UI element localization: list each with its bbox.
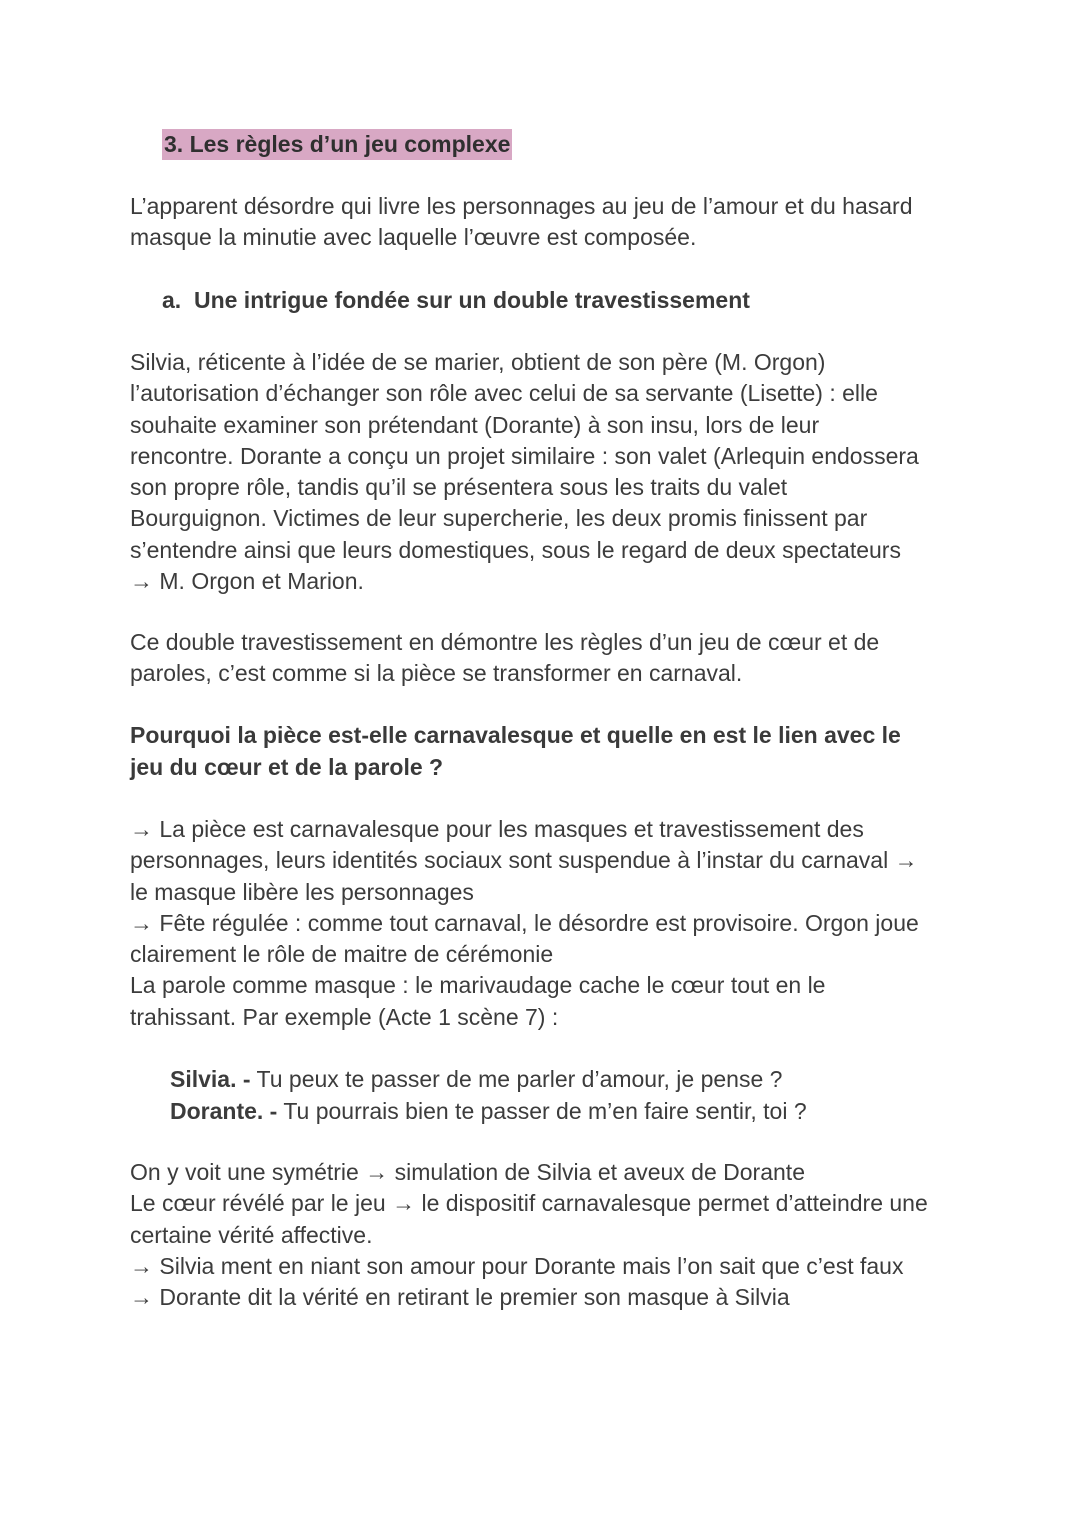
dialogue-line xyxy=(170,1096,807,1128)
plot-line: son propre rôle, tandis qu’il se présentera sous les traits du valet xyxy=(130,474,788,501)
question-heading xyxy=(130,720,901,783)
question-line: Pourquoi la pièce est-elle carnavalesque et quelle en est le lien avec le xyxy=(130,722,901,748)
plot-line: l’autorisation d’échanger son rôle avec celui de sa servante (Lisette) : elle xyxy=(130,380,878,407)
subheading-text: Une intrigue fondée sur un double travestissement xyxy=(193,287,750,313)
conclusion-paragraph xyxy=(130,1157,960,1313)
answer-line: le masque libère les personnages xyxy=(130,878,474,905)
intro-line: L’apparent désordre qui livre les personnages au jeu de l’amour et du hasard xyxy=(130,193,913,219)
plot-line: Bourguignon. Victimes de leur supercherie, les deux promis finissent par xyxy=(130,505,868,532)
plot-line: s’entendre ainsi que leurs domestiques, sous le regard de deux spectateurs xyxy=(130,536,901,563)
conclusion-line: certaine vérité affective. xyxy=(130,1221,373,1248)
intro-paragraph xyxy=(130,191,960,254)
answer-line: trahissant. Par exemple (Acte 1 scène 7) : xyxy=(130,1003,559,1030)
answer-paragraph xyxy=(130,814,960,1033)
dialogue-text: Tu peux te passer de me parler d’amour, je pense ? xyxy=(250,1066,783,1092)
dialogue-quote xyxy=(170,1064,807,1127)
section-title: 3. Les règles d’un jeu complexe xyxy=(162,129,512,160)
conclusion-line: → Dorante dit la vérité en retirant le premier son masque à Silvia xyxy=(130,1284,790,1311)
dialogue-line xyxy=(170,1064,807,1096)
answer-line: personnages, leurs identités sociaux sont suspendue à l’instar du carnaval → xyxy=(130,847,918,874)
conclusion-line: Le cœur révélé par le jeu → le dispositif carnavalesque permet d’atteindre une xyxy=(130,1190,928,1217)
subheading xyxy=(162,285,750,316)
plot-line: Silvia, réticente à l’idée de se marier, obtient de son père (M. Orgon) xyxy=(130,349,826,375)
answer-line: → Fête régulée : comme tout carnaval, le désordre est provisoire. Orgon joue xyxy=(130,909,919,936)
dialogue-text: Tu pourrais bien te passer de m’en faire sentir, toi ? xyxy=(277,1097,807,1124)
speaker-name: Silvia. - xyxy=(170,1066,251,1092)
subheading-marker: a. xyxy=(162,287,182,313)
speaker-name: Dorante. - xyxy=(170,1097,278,1124)
question-line: jeu du cœur et de la parole ? xyxy=(130,753,444,780)
answer-line: clairement le rôle de maitre de cérémonie xyxy=(130,941,554,968)
plot-line: souhaite examiner son prétendant (Dorante) à son insu, lors de leur xyxy=(130,411,820,438)
intro-line: masque la minutie avec laquelle l’œuvre est composée. xyxy=(130,224,697,251)
conclusion-line: On y voit une symétrie → simulation de Silvia et aveux de Dorante xyxy=(130,1159,805,1185)
plot-paragraph xyxy=(130,347,960,597)
plot-line: rencontre. Dorante a conçu un projet similaire : son valet (Arlequin endossera xyxy=(130,442,919,469)
double-travesty-paragraph xyxy=(130,627,960,690)
answer-line: La parole comme masque : le marivaudage cache le cœur tout en le xyxy=(130,972,826,999)
plot-line: → M. Orgon et Marion. xyxy=(130,568,364,595)
conclusion-line: → Silvia ment en niant son amour pour Dorante mais l’on sait que c’est faux xyxy=(130,1252,904,1279)
double-line: Ce double travestissement en démontre les règles d’un jeu de cœur et de xyxy=(130,629,880,655)
double-line: paroles, c’est comme si la pièce se transformer en carnaval. xyxy=(130,660,743,687)
answer-line: → La pièce est carnavalesque pour les masques et travestissement des xyxy=(130,816,864,842)
